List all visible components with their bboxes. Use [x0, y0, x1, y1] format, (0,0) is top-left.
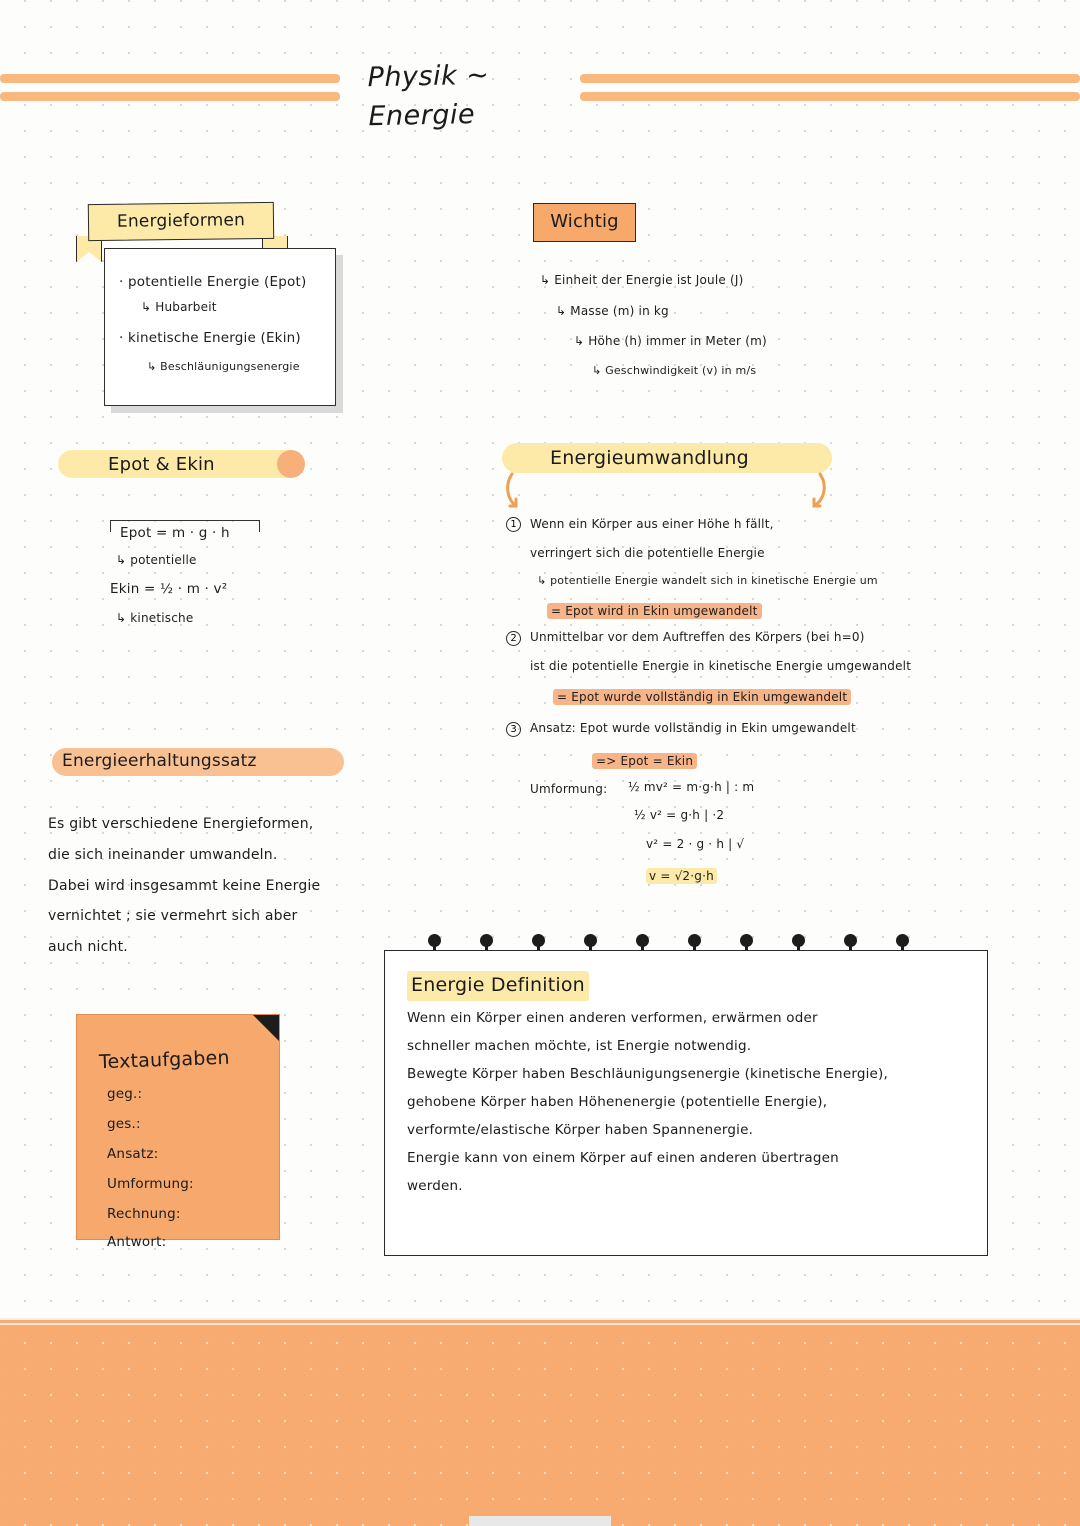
- energieformen-item-2: · kinetische Energie (Ekin): [119, 330, 301, 346]
- ees-line-4: auch nicht.: [48, 939, 128, 955]
- energieformen-item-1: ↳ Hubarbeit: [141, 300, 217, 314]
- page-bottom-band: [0, 1318, 1080, 1526]
- energieformen-banner: [88, 202, 274, 241]
- header-rule-left-bottom: [0, 92, 340, 101]
- textaufgaben-title: Textaufgaben: [98, 1046, 231, 1074]
- wichtig-item-3: ↳ Geschwindigkeit (v) in m/s: [592, 364, 757, 377]
- textaufgaben-note: [76, 1014, 280, 1250]
- definition-line-4: verformte/elastische Körper haben Spannenergie.: [407, 1122, 754, 1138]
- ekin-label: ↳ kinetische: [116, 611, 194, 625]
- epot-ekin-title: Epot & Ekin: [108, 454, 215, 475]
- textaufgaben-item-3: Umformung:: [107, 1176, 194, 1192]
- eu-p1-sub: ↳ potentielle Energie wandelt sich in kinetische Energie um: [537, 574, 878, 587]
- header-dot: [277, 450, 305, 478]
- binder-ring: [636, 934, 649, 947]
- page-header: [0, 59, 1080, 133]
- energieumwandlung-header: [502, 443, 832, 473]
- ees-line-3: vernichtet ; sie vermehrt sich aber: [48, 908, 298, 924]
- binder-ring: [688, 934, 701, 947]
- binder-ring: [844, 934, 857, 947]
- energieformen-box: [104, 248, 336, 406]
- binder-ring: [428, 934, 441, 947]
- definition-line-2: Bewegte Körper haben Beschläunigungsenergie (kinetische Energie),: [407, 1066, 889, 1082]
- ees-line-2: Dabei wird insgesammt keine Energie: [48, 878, 321, 894]
- energieerhaltungssatz-title: Energieerhaltungssatz: [62, 751, 257, 771]
- energieformen-title: Energieformen: [116, 210, 246, 232]
- eu-p1-highlight-text: = Epot wird in Ekin umgewandelt: [547, 603, 762, 619]
- umformung-result-text: v = √2·g·h: [646, 868, 717, 884]
- ees-line-0: Es gibt verschiedene Energieformen,: [48, 816, 314, 832]
- band-top-line: [0, 1323, 1080, 1325]
- header-rule-right-bottom: [580, 92, 1080, 101]
- epot-formula: Epot = m · g · h: [120, 525, 230, 541]
- wichtig-title: Wichtig: [550, 211, 619, 233]
- eu-p3-highlight: [592, 750, 697, 770]
- umformung-line-1: ½ v² = g·h | ·2: [634, 808, 725, 822]
- header-rule-right-top: [580, 74, 1080, 83]
- page-bottom-notch: [469, 1516, 611, 1526]
- energieformen-item-3: ↳ Beschläunigungsenergie: [147, 360, 300, 373]
- eu-p2-highlight: [553, 686, 851, 706]
- page-fold-corner: [253, 1015, 279, 1041]
- umformung-line-0: ½ mv² = m·g·h | : m: [628, 780, 755, 794]
- point-number-3: 3: [506, 722, 521, 737]
- binder-ring: [792, 934, 805, 947]
- point-number-2: 2: [506, 631, 521, 646]
- definition-line-3: gehobene Körper haben Höhenenergie (potentielle Energie),: [407, 1094, 828, 1110]
- textaufgaben-item-2: Ansatz:: [107, 1146, 159, 1162]
- wichtig-item-2: ↳ Höhe (h) immer in Meter (m): [574, 334, 767, 348]
- wichtig-item-0: ↳ Einheit der Energie ist Joule (J): [540, 273, 744, 287]
- binder-ring: [480, 934, 493, 947]
- decorative-arrows: [500, 472, 840, 512]
- definition-line-5: Energie kann von einem Körper auf einen anderen übertragen: [407, 1150, 839, 1166]
- eu-p2-line-0: Unmittelbar vor dem Auftreffen des Körpers (bei h=0): [530, 630, 865, 644]
- header-rule-left-top: [0, 74, 340, 83]
- textaufgaben-item-4: Rechnung:: [107, 1206, 181, 1222]
- wichtig-box: [533, 203, 636, 242]
- eu-p2-highlight-text: = Epot wurde vollständig in Ekin umgewandelt: [553, 689, 851, 705]
- definition-title: Energie Definition: [407, 971, 589, 1001]
- definition-line-0: Wenn ein Körper einen anderen verformen, erwärmen oder: [407, 1010, 818, 1026]
- energieerhaltungssatz-header: [52, 748, 344, 776]
- textaufgaben-item-0: geg.:: [107, 1086, 143, 1102]
- definition-line-6: werden.: [407, 1178, 463, 1194]
- textaufgaben-item-1: ges.:: [107, 1116, 141, 1132]
- energieumwandlung-title: Energieumwandlung: [550, 447, 749, 469]
- ekin-formula: Ekin = ½ · m · v²: [110, 581, 228, 597]
- umformung-result: [646, 865, 717, 885]
- page-title: Physik ~ Energie: [367, 59, 490, 133]
- binder-ring: [532, 934, 545, 947]
- binder-ring: [584, 934, 597, 947]
- eu-p3-line-0: Ansatz: Epot wurde vollständig in Ekin umgewandelt: [530, 721, 856, 735]
- eu-p1-line-0: Wenn ein Körper aus einer Höhe h fällt,: [530, 517, 774, 531]
- binder-ring: [896, 934, 909, 947]
- ees-line-1: die sich ineinander umwandeln.: [48, 847, 278, 863]
- definition-line-1: schneller machen möchte, ist Energie notwendig.: [407, 1038, 752, 1054]
- eu-p2-line-1: ist die potentielle Energie in kinetische Energie umgewandelt: [530, 659, 912, 673]
- eu-p3-highlight-text: => Epot = Ekin: [592, 753, 697, 769]
- wichtig-item-1: ↳ Masse (m) in kg: [556, 304, 669, 318]
- energieformen-item-0: · potentielle Energie (Epot): [119, 274, 307, 290]
- epot-ekin-header: [58, 450, 302, 478]
- eu-p1-highlight: [547, 600, 762, 620]
- binder-ring: [740, 934, 753, 947]
- umformung-line-2: v² = 2 · g · h | √: [646, 837, 745, 851]
- point-number-1: 1: [506, 517, 521, 532]
- epot-label: ↳ potentielle: [116, 553, 197, 567]
- umformung-label: Umformung:: [530, 782, 608, 796]
- textaufgaben-item-5: Antwort:: [107, 1234, 167, 1250]
- energie-definition-pad: [384, 950, 988, 1256]
- eu-p1-line-1: verringert sich die potentielle Energie: [530, 546, 765, 560]
